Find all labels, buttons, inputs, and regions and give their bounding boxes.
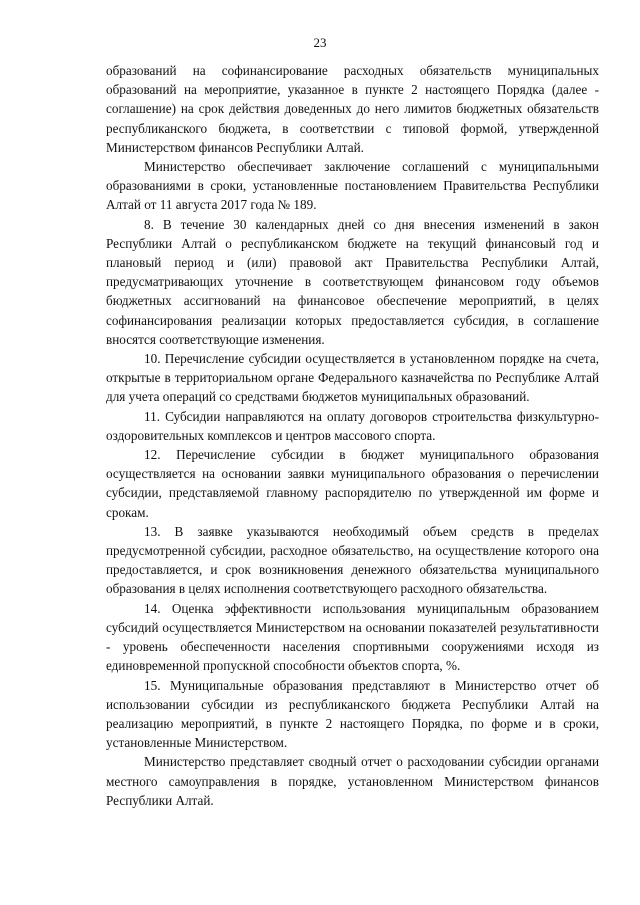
- paragraph: 15. Муниципальные образования представляют в Министерство отчет об использовании субсидии из республиканского бюджета Республики Алтай на реализацию мероприятий, в пункте 2 настоящего Порядка, по форме и в сроки, установленные Министерством.: [106, 677, 599, 751]
- paragraph: 14. Оценка эффективности использования муниципальным образованием субсидий осуществляется Министерством на основании показателей результативности - уровень обеспеченности населения спортивными сооружениями исходя из единовременной пропускной способности объектов спорта, %.: [106, 600, 599, 674]
- paragraph: образований на софинансирование расходных обязательств муниципальных образований на мероприятие, указанное в пункте 2 настоящего Порядка (далее - соглашение) на срок действия доведенных до него лимитов бюджетных обязательств республиканского бюджета, в соответствии с типовой формой, утвержденной Министерством финансов Республики Алтай.: [106, 63, 599, 155]
- paragraph: 13. В заявке указываются необходимый объем средств в пределах предусмотренной субсидии, расходное обязательство, на осуществление которого она предоставляется, и срок возникновения денежного обязательства муниципального образования в целях исполнения соответствующего расходного обязательства.: [106, 523, 599, 597]
- paragraph: 10. Перечисление субсидии осуществляется в установленном порядке на счета, открытые в территориальном органе Федерального казначейства по Республике Алтай для учета операций со средствами бюджетов муниципальных образований.: [106, 351, 599, 405]
- paragraph: 11. Субсидии направляются на оплату договоров строительства физкультурно-оздоровительных комплексов и центров массового спорта.: [106, 408, 599, 443]
- paragraph: 8. В течение 30 календарных дней со дня внесения изменений в закон Республики Алтай о республиканском бюджете на текущий финансовый год и плановый период и (или) правовой акт Правительства Республики Алтай, предусматривающих уточнение в соответствующем финансовом году объемов бюджетных ассигнований на финансовое обеспечение мероприятий, в целях софинансирования реализации которых предоставляется субсидия, в соглашение вносятся соответствующие изменения.: [106, 216, 599, 347]
- document-body: [106, 61, 599, 810]
- paragraph: Министерство обеспечивает заключение соглашений с муниципальными образованиями в сроки, установленные постановлением Правительства Республики Алтай от 11 августа 2017 года № 189.: [106, 159, 599, 213]
- page-number: 23: [313, 35, 327, 50]
- paragraph: Министерство представляет сводный отчет о расходовании субсидии органами местного самоуправления в порядке, установленном Министерством финансов Республики Алтай.: [106, 754, 599, 808]
- paragraph: 12. Перечисление субсидии в бюджет муниципального образования осуществляется на основании заявки муниципального образования о перечислении субсидии, представляемой главному распорядителю по утвержденной им форме и срокам.: [106, 447, 599, 520]
